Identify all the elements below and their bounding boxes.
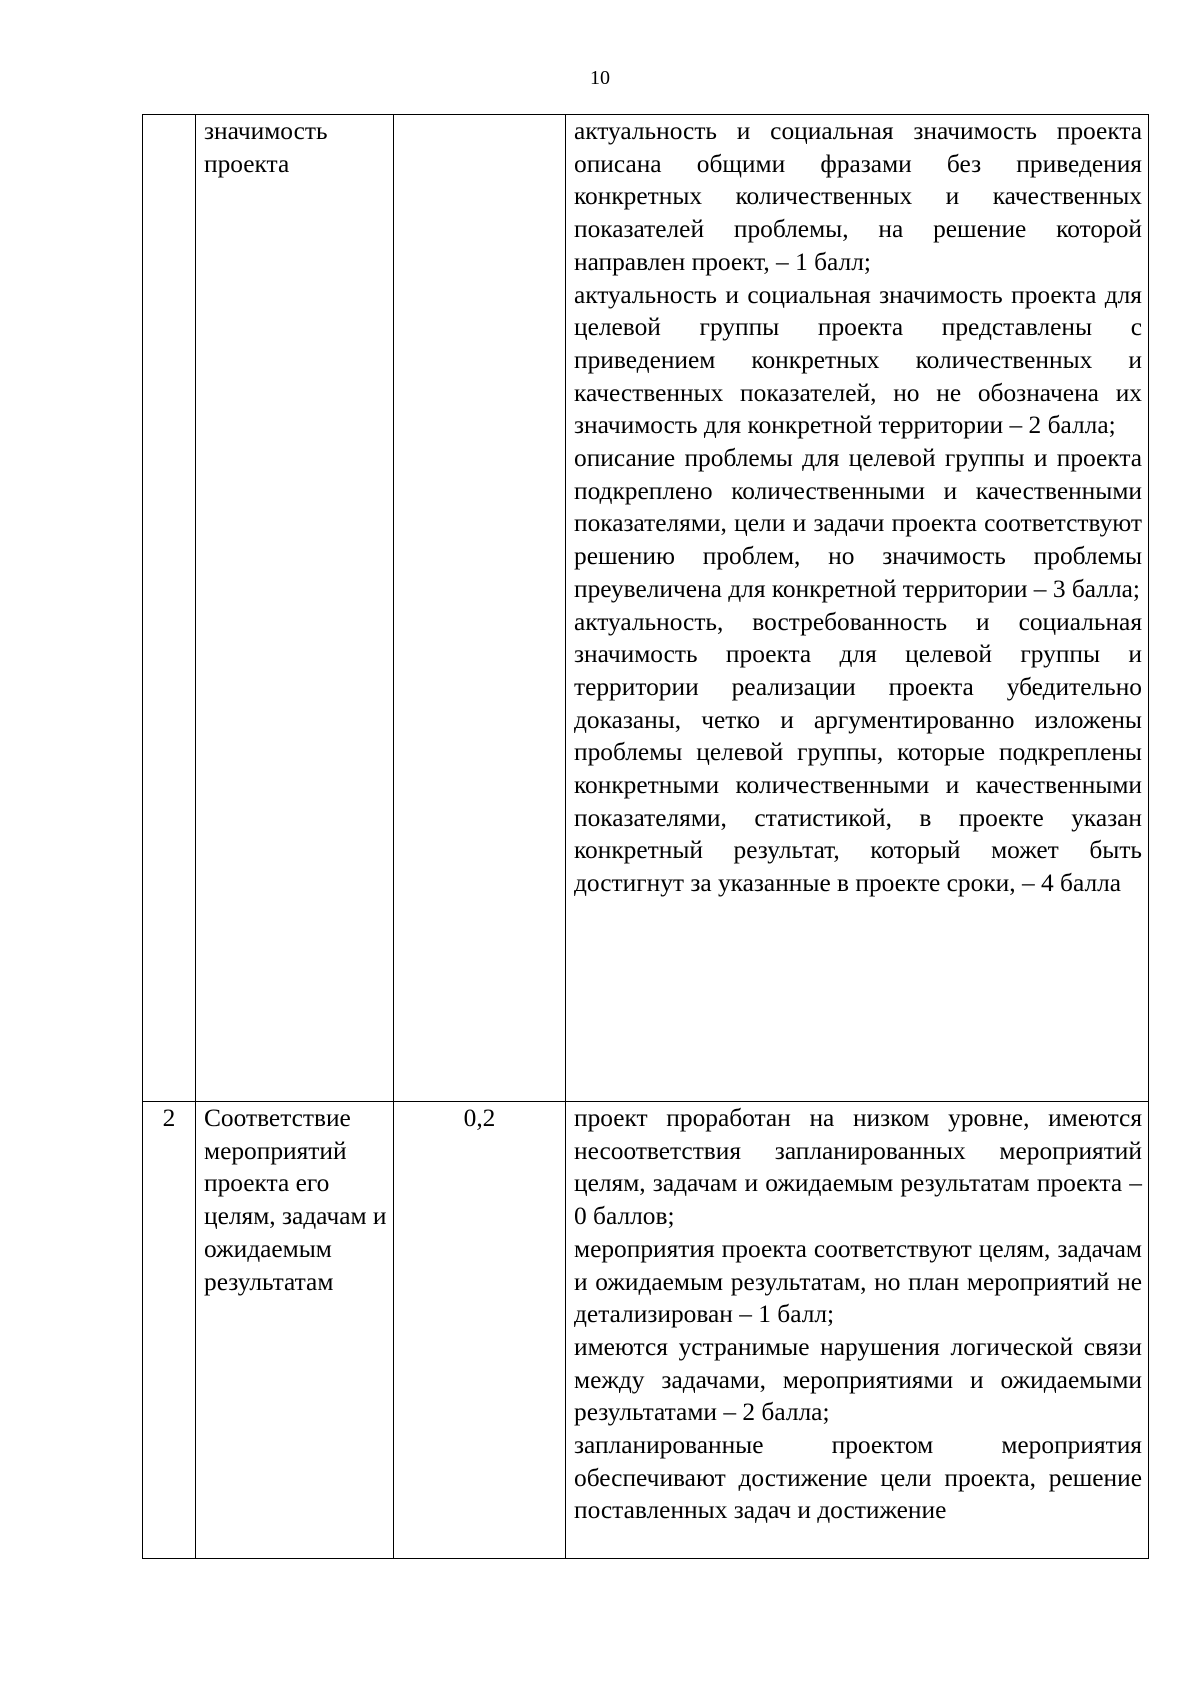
weight-cell (394, 115, 566, 1102)
score-description: проект проработан на низком уровне, имеются несоответствия запланированных мероприятий целям, задачам и ожидаемым результатам проекта – 0 баллов; (574, 1104, 1142, 1231)
criteria-table (142, 114, 1149, 1559)
criterion-cell: Соответствие мероприятий проекта его целям, задачам и ожидаемым результатам (196, 1102, 394, 1559)
score-description: актуальность и социальная значимость проекта описана общими фразами без приведения конкретных количественных и качественных показателей проблемы, на решение которой направлен проект, – 1 балл; (574, 117, 1142, 276)
page-number: 10 (590, 67, 610, 89)
table-row (143, 1102, 1149, 1559)
score-description: запланированные проектом мероприятия обеспечивают достижение цели проекта, решение поставленных задач и достижение (574, 1431, 1142, 1525)
score-description: мероприятия проекта соответствуют целям, задачам и ожидаемым результатам, но план мероприятий не детализирован – 1 балл; (574, 1234, 1142, 1329)
score-description: актуальность и социальная значимость проекта для целевой группы проекта представлены с приведением конкретных количественных и качественных показателей, но не обозначена их значимость для конкретной территории – 2 балла; (574, 280, 1142, 440)
score-description: имеются устранимые нарушения логической связи между задачами, мероприятиями и ожидаемыми результатами – 2 балла; (574, 1332, 1142, 1427)
description-cell (566, 1102, 1149, 1559)
description-cell (566, 115, 1149, 1102)
row-number-cell (143, 115, 196, 1102)
row-number-cell: 2 (143, 1102, 196, 1559)
score-description: описание проблемы для целевой группы и проекта подкреплено количественными и качественными показателями, цели и задачи проекта соответствуют решению проблем, но значимость проблемы преувеличена для конкретной территории – 3 балла; (574, 444, 1142, 603)
table-row (143, 115, 1149, 1102)
weight-cell: 0,2 (394, 1102, 566, 1559)
score-description: актуальность, востребованность и социальная значимость проекта для целевой группы и территории реализации проекта убедительно доказаны, четко и аргументированно изложены проблемы целевой группы, которые подкреплены конкретными количественными и качественными показателями, статистикой, в проекте указан конкретный результат, который может быть достигнут за указанные в проекте сроки, – 4 балла (574, 607, 1142, 898)
criterion-cell: значимость проекта (196, 115, 394, 1102)
